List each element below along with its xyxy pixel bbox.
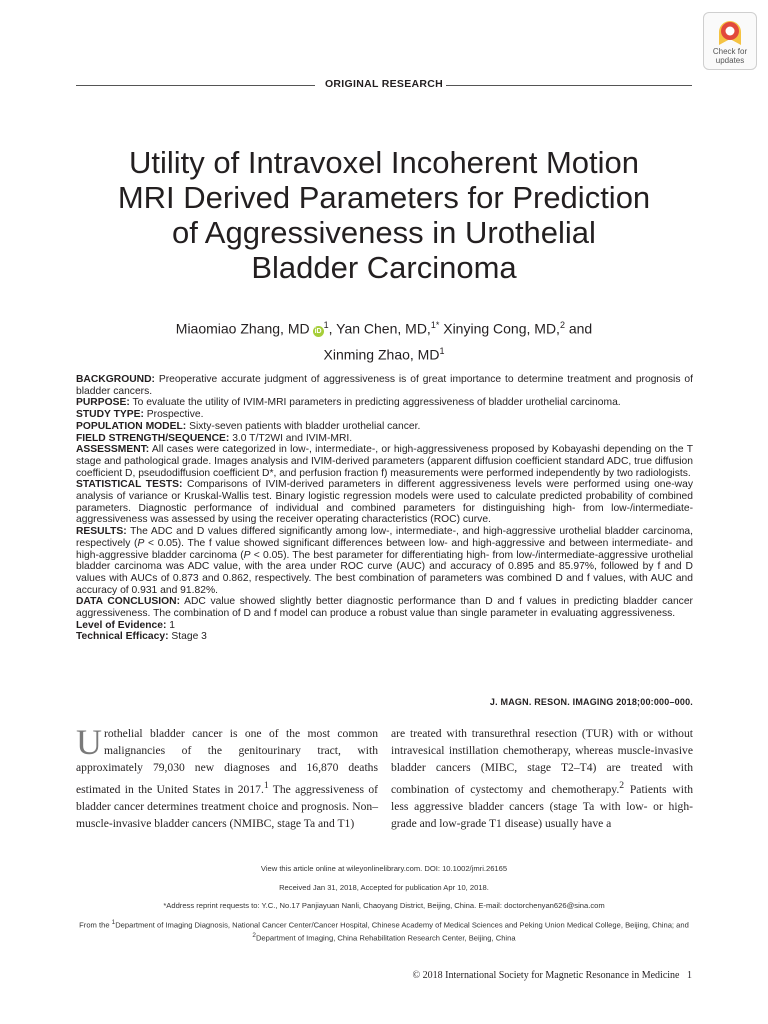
title-line: MRI Derived Parameters for Prediction	[117, 180, 651, 215]
abstract-label: RESULTS:	[76, 526, 127, 538]
abstract-text: 3.0 T/T2WI and IVIM-MRI.	[229, 432, 353, 444]
badge-label-line2: updates	[715, 55, 745, 65]
journal-citation: J. MAGN. RESON. IMAGING 2018;00:000–000.	[489, 697, 693, 707]
abstract-efficacy	[76, 631, 693, 643]
footer-notes	[76, 864, 692, 952]
section-label: ORIGINAL RESEARCH	[324, 78, 444, 90]
body-text: Patients with less aggressive bladder cancers (stage Ta with low- or high-grade and low-grade T1 disease) usually have a	[391, 782, 693, 830]
author-list	[76, 314, 692, 365]
abstract-purpose	[76, 397, 693, 409]
affiliation-sup: 1	[323, 320, 329, 330]
abstract-background	[76, 374, 693, 397]
abstract-text: < 0.05). The best parameter for differentiating high- from low-/intermediate-aggressive urothelial bladder carcinoma was ADC value, with the area under ROC curve (AUC) and accuracy of 0.895 and 85.97%, followed by f and D values with AUCs of 0.873 and 0.862, respectively. The best combination of parameters was combined D and f values, with AUC and accuracy of 0.931 and 91.82%.	[76, 549, 693, 596]
abstract	[76, 374, 693, 643]
abstract-text: ADC value showed slightly better diagnostic performance than D and f values in predicting bladder cancer aggressiveness. The combination of D and f model can produce a robust value than single parameter in evaluating aggressiveness.	[76, 596, 693, 620]
abstract-label: ASSESSMENT:	[76, 444, 150, 456]
abstract-text: The ADC and D values differed significantly among low-, intermediate-, and high-aggressive urothelial bladder carcinoma, respectively (	[76, 526, 693, 549]
footer-text: Department of Imaging, China Rehabilitation Research Center, Beijing, China	[255, 933, 516, 943]
abstract-results	[76, 526, 693, 596]
title-line: of Aggressiveness in Urothelial	[172, 215, 596, 250]
author-name: Xinying Cong, MD,	[439, 320, 560, 337]
affiliation-note	[76, 918, 692, 944]
abstract-population	[76, 421, 693, 433]
abstract-study-type	[76, 409, 693, 421]
abstract-field	[76, 433, 693, 445]
online-note[interactable]: View this article online at wileyonlinelibrary.com. DOI: 10.1002/jmri.26165	[260, 864, 508, 873]
abstract-conclusion	[76, 596, 693, 619]
address-note: *Address reprint requests to: Y.C., No.17 Panjiayuan Nanli, Chaoyang District, Beijing, China. E-mail: doctorchenyan626@sina.com	[163, 901, 605, 910]
abstract-assessment	[76, 444, 693, 479]
p-value-symbol: P	[243, 549, 251, 561]
section-header	[76, 78, 692, 92]
author-name: , Yan Chen, MD,	[328, 320, 431, 337]
abstract-statistics	[76, 479, 693, 526]
abstract-text: Stage 3	[168, 631, 207, 643]
abstract-label: DATA CONCLUSION:	[76, 596, 180, 608]
body-column-left	[76, 722, 378, 832]
affiliation-sup: 2	[252, 931, 256, 939]
abstract-text: < 0.05). The f value showed significant differences between low- and high-aggressive and between intermediate- and high-aggressive bladder carcinoma (	[76, 537, 693, 561]
body-text: rothelial bladder cancer is one of the most common malignancies of the genitourinary tract, with approximately 79,030 new diagnoses and 16,870 deaths estimated in the United States in 2017.	[76, 727, 378, 796]
citation-ref[interactable]: 1	[263, 779, 269, 791]
author-line-1	[76, 314, 692, 340]
p-value-symbol: P	[137, 537, 145, 549]
drop-cap: U	[76, 722, 102, 762]
orcid-icon[interactable]: iD	[314, 327, 322, 335]
abstract-text: Preoperative accurate judgment of aggressiveness is of great importance to determine treatment and prognosis of bladder cancers.	[76, 374, 693, 397]
body-paragraph	[76, 722, 378, 832]
footer-text: From the	[79, 920, 112, 930]
affiliation-sup: 2	[559, 320, 565, 330]
author-name: Xinming Zhao, MD	[323, 346, 440, 363]
abstract-text: All cases were categorized in low-, intermediate-, or high-aggressiveness proposed by Kobayashi depending on the T stage and pathological grade. Images analysis and IVIM-derived parameters (apparent diffusion coefficient standard ADC, true diffusion coefficient D, pseudodiffusion coefficient D*, and perfusion fraction f) measurements were performed independently by two radiologists.	[76, 444, 693, 479]
badge-label-line1: Check for	[712, 47, 748, 56]
abstract-label: POPULATION MODEL:	[76, 420, 187, 432]
abstract-label: STATISTICAL TESTS:	[76, 479, 183, 491]
citation-ref[interactable]: 2	[619, 779, 625, 791]
copyright-text: © 2018 International Society for Magnetic Resonance in Medicine	[412, 970, 680, 981]
abstract-text: Comparisons of IVIM-derived parameters in different aggressiveness levels were performed using one-way analysis of variance or Kruskal-Wallis test. Binary logistic regression models were used to calculate predicted probability of combined parameters. Diagnostic performance of individual and combined parameters for distinguishing high- from low-/intermediate-aggressiveness was assessed by using the receiver operating characteristics (ROC) curve.	[76, 479, 693, 526]
received-note: Received Jan 31, 2018, Accepted for publication Apr 10, 2018.	[279, 882, 489, 892]
author-conjunction: and	[564, 320, 593, 337]
check-updates-icon	[717, 19, 743, 47]
body-text: The aggressiveness of bladder cancer determines treatment choice and prognosis. Non–muscle-invasive bladder cancers (NMIBC, stage Ta and T1)	[76, 782, 378, 830]
copyright-line	[76, 970, 692, 981]
abstract-text: To evaluate the utility of IVIM-MRI parameters in predicting aggressiveness of bladder urothelial carcinoma.	[129, 397, 621, 409]
abstract-text: 1	[166, 619, 176, 631]
abstract-label: Level of Evidence:	[76, 619, 167, 631]
abstract-label: BACKGROUND:	[76, 374, 155, 385]
title-line: Bladder Carcinoma	[251, 250, 517, 285]
body-text: are treated with transurethral resection (TUR) with or without intravesical instillation chemotherapy, whereas muscle-invasive bladder cancers (MIBC, stage T2–T4) are treated with combination of cystectomy and chemotherapy.	[391, 727, 693, 796]
title-line: Utility of Intravoxel Incoherent Motion	[128, 145, 640, 180]
abstract-label: STUDY TYPE:	[76, 409, 144, 421]
author-name: Miaomiao Zhang, MD	[175, 320, 310, 337]
check-for-updates-badge[interactable]	[703, 12, 757, 70]
body-column-right	[391, 725, 693, 832]
abstract-evidence	[76, 620, 693, 632]
abstract-text: Prospective.	[143, 409, 204, 421]
page-number: 1	[687, 970, 692, 981]
abstract-label: FIELD STRENGTH/SEQUENCE:	[76, 432, 230, 444]
abstract-label: Technical Efficacy:	[76, 631, 169, 643]
affiliation-sup: 1	[111, 918, 116, 926]
header-rule-right	[446, 85, 692, 86]
article-title	[76, 145, 692, 285]
abstract-text: Sixty-seven patients with bladder urothelial cancer.	[186, 420, 421, 432]
affiliation-sup: 1	[439, 345, 445, 356]
affiliation-sup: 1*	[430, 320, 440, 330]
body-paragraph	[391, 725, 693, 832]
author-line-2	[76, 340, 692, 366]
abstract-label: PURPOSE:	[76, 397, 130, 409]
footer-text: Department of Imaging Diagnosis, National Cancer Center/Cancer Hospital, Chinese Academy of Medical Sciences and Peking Union Medical College, Beijing, China; and	[115, 920, 689, 930]
